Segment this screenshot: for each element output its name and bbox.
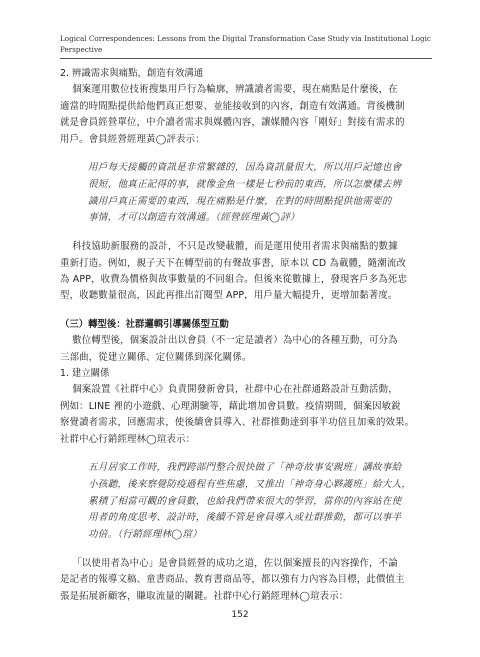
section-heading-identify-needs: 2. 辨識需求與痛點，創造有效溝通 [60,68,204,79]
page-number: 152 [231,610,249,620]
paragraph-line: 是記者的報導文稿、童書商品、教育書商品等，都以強有力內容為目標，此價值主 [60,574,405,586]
running-header [60,33,432,59]
block-quote-2 [60,460,420,544]
quote-line: 事情，才可以創造有效溝通。（經營經理黃◯評） [88,212,300,224]
paragraph-line: 重新打造。例如，親子天下在轉型前的有聲故事書，原本以 CD 為載體，隨潮流改 [60,257,407,269]
paragraph-line: 張是拓展新顧客，賺取流量的關鍵。社群中心行銷經理林◯瑄表示： [60,590,349,602]
paragraph-line: 三部曲，從建立關係、定位關係到深化關係。 [60,351,252,363]
paragraph-line: 用戶。會員經營經理黃◯評表示： [60,133,205,145]
quote-line: 用戶每天接觸的資訊是非常繁雜的，因為資訊量很大，所以用戶記憶也會 [88,162,402,174]
paragraph-line: 察覺讀者需求，回應需求，使後續會員導入、社群推動達到事半功倍且加乘的效果。 [60,417,415,429]
quote-line: 累積了相當可觀的會員數，也給我們帶來很大的學習，當你的內容站在使 [88,495,402,507]
header-line-2: Perspective [60,45,103,54]
body-content [60,66,420,605]
quote-line: 很短，他真正記得的事，就像金魚一樣是七秒前的東西，所以怎麼樣去辨 [88,178,402,190]
paragraph-line: 數位轉型後，個案設計出以會員（不一定是讀者）為中心的各種互動，可分為 [72,335,398,347]
paragraph-line: 社群中心行銷經理林◯瑄表示： [60,433,196,445]
paragraph-line: 個案設置《社群中心》負責開發新會員，社群中心在社群通路設計互動活動， [72,384,398,396]
paragraph-line: 科技協助新服務的設計，不只是改變載體，而是運用使用者需求與痛點的數據 [72,241,398,253]
paragraph-line: 「以使用者為中心」是會員經營的成功之道，佐以個案擅長的內容操作，不論 [72,558,398,570]
paragraph-line: 適當的時間點提供給他們真正想要、並能接收到的內容，創造有效溝通。背後機制 [60,100,405,112]
subheading-build-relationship: 1. 建立關係 [60,368,110,380]
quote-line: 用者的角度思考、設計時，後續不管是會員導入或社群推動，都可以事半 [88,512,402,524]
paragraph-line: 就是會員經營單位，中介讀者需求與媒體內容，讓媒體內容「剛好」對接有需求的 [60,117,405,129]
paragraph-line: 例如：LINE 裡的小遊戲、心理測驗等，藉此增加會員數。疫情期間，個案因敏銳 [60,400,401,412]
section-heading-community-logic: （三）轉型後：社群邏輯引導關係型互動 [60,318,229,330]
paragraph-line: 個案運用數位技術搜集用戶行為輪廓，辨識讀者需要，現在痛點是什麼後，在 [72,84,398,96]
paragraph-line: 為 APP，收費為價格與故事數量的不同組合。但後來從數據上，發現客戶多為死忠 [60,274,408,286]
quote-line: 功倍。（行銷經理林◯瑄） [88,529,202,541]
header-line-1: Logical Correspondences: Lessons from the Digital Transformation Case Study via Institutional Logic [60,34,431,43]
quote-line: 五月居家工作時，我們跨部門整合很快做了「神奇故事安親班」講故事給 [88,462,402,474]
block-quote-1 [60,160,420,227]
paragraph-line: 型，收聽數量很高，因此再推出訂閱型 APP，用戶量大幅提升，更增加黏著度。 [60,290,398,302]
quote-line: 識用戶真正需要的東西，現在痛點是什麼，在對的時間點提供他需要的 [88,195,392,207]
quote-line: 小孩聽，後來察覺防疫過程有些焦慮，又推出「神奇身心夥護班」給大人， [88,478,412,490]
